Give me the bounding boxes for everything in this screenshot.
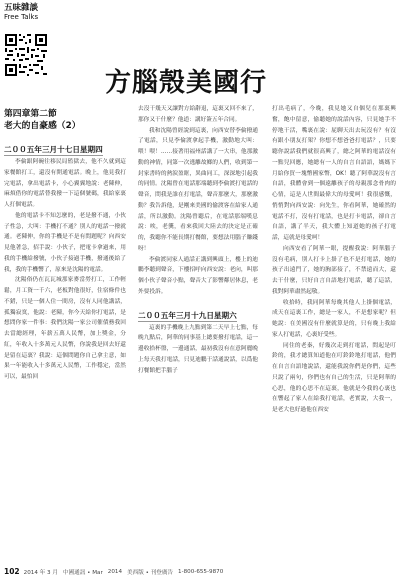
article-headline: 方腦殼美國行 xyxy=(105,68,268,98)
paragraph: 他的電話卡不知怎麼的，老是撥不通，小伙子性急，大叫：手機打不通？別人的電話一撥就通。老陳伸，你的手機是不是有問題呢？向西安見他著急，招手說：小伙子，把電卡拿過來，用我的手機給撥號，小伙子接過手機，撥通後給了我，我的手機響了，原來是沈陽的電話。 xyxy=(4,212,126,273)
footer-address: 美西版 • 刊登廣告 xyxy=(127,569,174,576)
section-header xyxy=(4,3,38,22)
paragraph: 同住的老秦，好幾次走到打電話，問起是叮鈴的，我才總算知道他在叮鈴鈴地打電話，他們在自言自語地說話，還能我說你們是你們，這些只說了兩句，你們也有自己的生活，只是阿華的心思，他的心思不在這裏，他就是今我的心裏也在響起了家人在給我打電話，老實說，大我一，是老大也好過他在西安 xyxy=(272,342,396,413)
paragraph: 我和沈陽曾經說到這裏，向西安替李倫撥通了電話，只見李倫渡拿起手機，激動地大叫：喂！喂！……接著用福州話講了一大串，他那激動的神情，同第一次逃離故鄉的人們，收到第一封家書時的熱淚盈眶，異曲同工，深深地引起我的同情。沈陽曾在電話那端聽到李倫渡打電話的聲音，問我是誰在打電話，聲音那麼大，那麼激動？我告訴他，是剛來美國的偷渡客在給家人通話，所以激動。沈陽曾聽后，在電話那端嘆息說：唉，老龔，看來我回大陸去的決定是正確的，我聽你不能長期打餐館，要想法用腦子賺錢呀！ xyxy=(138,127,258,252)
column-3 xyxy=(272,104,396,416)
footer-year: 2014 xyxy=(107,568,123,575)
page-number: 102 xyxy=(4,567,20,576)
section-title-en: Free Talks xyxy=(4,13,39,21)
column-2 xyxy=(138,104,258,376)
paragraph: 收拾時，我同阿華每晚其他人上掛個電話，成天在這裏工作，總是一家人，不是想家呢？但她說：在美國沒有什麼就算是的，只有晚上我給家人打電話，心裏好受些。 xyxy=(272,299,396,338)
footer-magazine: 中國通訊 • Mar xyxy=(62,569,103,576)
paragraph: 李倫渡同家人通話正講到興頭上，樓上的迪鵬李聽到聲音，下樓招呼向西安說：老向，叫那個小伙子聲音小點，聲音大了影響鄰居休息，老外要投訴。 xyxy=(138,256,258,295)
date-heading: 二００五年三月十七日星期四 xyxy=(4,145,103,154)
paragraph: 向西安看了阿華一眼，提醒我說：阿華腦子沒有毛病，別人打卡上掛了也不是打電話，她的孩子出遠門了，她的胸部接了，不禁遠而大，還去干什麼，只好自言自語地打電話，聽了這話，我對阿華肅然起敬。 xyxy=(272,245,396,295)
page-footer xyxy=(4,566,396,577)
paragraph: 沈陽俗仍在瓦瓦城那家麥當勞打工，工作輕鬆，月工資一千六，老板對他很好，住宿條件也不錯，只是一個人住一間房，沒有人同他講話，孤獨寂寞，他說：老陳，你今天給你打電話，是想問你家一件事：我們沈陽一家公司催債務我回去當總經理，年薪五萬人民幣，加上獎金，分紅，年收入十多萬元人民幣，你說我是回去好還是留在這裏？我說：這個問題你自己拿主意，如果一年能收入十多萬元人民幣，工作穩定，當然可以，最怕回 xyxy=(4,277,126,380)
column-1 xyxy=(4,104,126,383)
paragraph: 去沒干幾天又讓對方給辭退，這裏又回不來了，那你又干什麼？他道：講好簽五年合同。 xyxy=(138,106,258,123)
paragraph: 這裏的手機晚上九點到第二天早上七點，每晚九點后，阿華的同事基上總要撥打電話，這一邊收拾杯盤，一邊通話，最初我沒有在意阿麗晚上每天我打電話，只見迪鵬于話通說話，以爲他打餐館把手腦子 xyxy=(138,324,258,374)
footer-phone: 1-800-655-9870 xyxy=(178,568,224,575)
article-subtitle: 第四章第二節 老大的自豪感（2） xyxy=(4,109,81,131)
footer-date: 2014 年 3 月 xyxy=(23,569,58,576)
paragraph: 李倫跟阿碗往移民局監獄去，他不久就到這家餐館打工，還沒有開通電話。晚上，他見我打完電話，拿出電話卡，小心翼翼地說：老陳伸，麻煩借你的電話替我撥一下這個號碼，我給家裏人打個電話。 xyxy=(4,159,126,208)
qr-code-icon[interactable] xyxy=(4,33,48,77)
date-heading: 二００五年三月十九日星期六 xyxy=(138,310,237,320)
paragraph: 打出毛病了，今晚，我見她又自個兒在那裏興奮，飽中留意，偷聽她的說話內容，只見她手不停地干活，嘴裏在說：屁聊天出去玩沒有？有沒有跟小朋友打架？你想不想爸爸打電話？，只要聽你說話我們就很高興了，總之阿華的電話沒有一點兒回應，她總有一人的自言自語語，媽媽下月給你買一塊幣國家幣，OK！聽了阿華說沒有言自語，我體會到一個遠離孩子的母親那念骨肉的心情，這是人世間最偉大的母愛呵！我很感慨，悄悄對向西安說：向先生，你看阿華，她確然的電話不打，沒有打電話，也是打卡電話，卻自言自語，講了半天，我大體上知道她的孩子打電話，這就是母愛呵！ xyxy=(272,106,396,241)
section-title-zh: 五味雜談 xyxy=(4,3,39,13)
